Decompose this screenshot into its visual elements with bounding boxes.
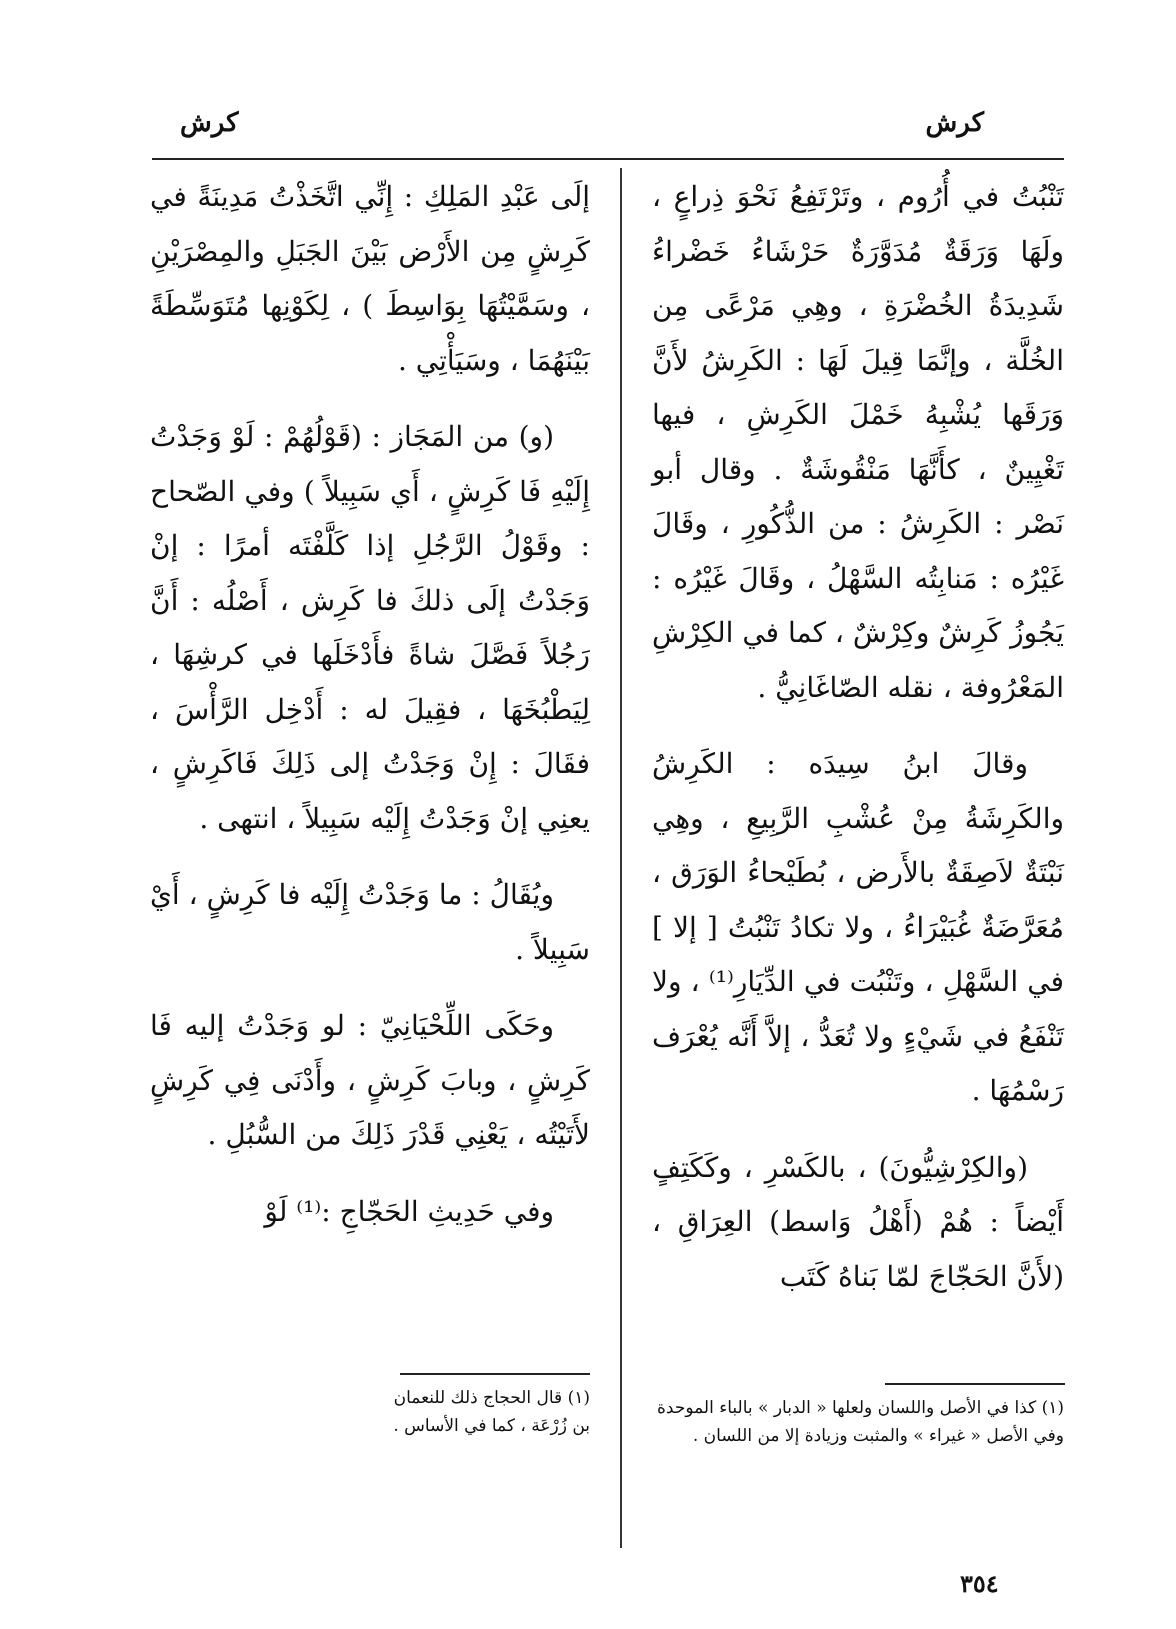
footnote-rule-right bbox=[885, 1383, 1065, 1385]
running-header-right: كرش bbox=[925, 108, 984, 138]
left-column bbox=[150, 170, 590, 1261]
footnote-rule-left bbox=[400, 1373, 590, 1375]
right-column bbox=[652, 170, 1064, 1326]
left-paragraph-2: (و) من المَجَاز : (قَوْلُهُمْ : لَوْ وَجَدْتُ إِلَيْهِ فَا كَرِشٍ ، أَي سَبِيلاً ) وفي الصّحاح : وقَوْلُ الرَّجُلِ إذا كَلَّفْتَه أمرًا : إنْ وَجَدْتُ إلَى ذلكَ فا كَرِش ، أَصْلُه : أَنَّ رَجُلاً فَصَّلَ شاةً فأَدْخَلَها في كرشِهَا ، لِيَطْبُخَهَا ، فقِيلَ له : أَدْخِل الرَّأْسَ ، فقَالَ : إِنْ وَجَدْتُ إلى ذَلِكَ فَاكَرِشٍ ، يعنِي إنْ وَجَدْتُ إِلَيْه سَبِيلاً ، انتهى . bbox=[150, 420, 590, 835]
running-header-left: كرش bbox=[180, 108, 239, 138]
right-paragraph-3: (والكِرْشِيُّونَ) ، بالكَسْرِ ، وكَكَتِفٍ أَيْضاً : هُمْ (أَهْلُ وَاسط) العِرَاقِ ، (لأَنَّ الحَجّاجَ لمّا بَناهُ كَتَب bbox=[652, 1150, 1064, 1293]
column-divider bbox=[620, 168, 622, 1548]
left-paragraph-5: وفي حَدِيثِ الحَجّاجِ :⁽¹⁾ لَوْ bbox=[264, 1194, 554, 1228]
footnote-left: (١) قال الحجاج ذلك للنعمان بن زُرْعَة ، كما في الأساس . bbox=[393, 1388, 590, 1436]
left-paragraph-3: ويُقَالُ : ما وَجَدْتُ إِلَيْه فا كَرِشٍ ، أَيْ سَبِيلاً . bbox=[150, 878, 590, 966]
footnote-right: (١) كذا في الأصل واللسان ولعلها « الدبار » بالباء الموحدة وفي الأصل « غيراء » والمثبت وزيادة إلا من اللسان . bbox=[656, 1398, 1064, 1446]
right-paragraph-2: وقالَ ابنُ سِيدَه : الكَرِشُ والكَرِشَةُ مِنْ عُشْبِ الرَّبِيعِ ، وهِي نَبْتَةٌ لاَصِقَةٌ بالأَرض ، بُطَيْحاءُ الوَرَق ، مُعَرَّضَةٌ غُبَيْرَاءُ ، ولا تكادُ تَنْبُتُ [ إلا ] في السَّهْلِ ، وتَنْبُت في الدِّيَارِ⁽¹⁾ ، ولا تَنْفَعُ في شَيْءٍ ولا تُعَدُّ ، إلاَّ أَنَّه يُعْرَف رَسْمُهَا . bbox=[652, 747, 1064, 1107]
page-number: ٣٥٤ bbox=[960, 1569, 999, 1598]
right-paragraph-1: تَنْبُتُ في أُرُوم ، وتَرْتَفِعُ نَحْوَ ذِراعٍ ، ولَهَا وَرَقَةٌ مُدَوَّرَةٌ حَرْشَاءُ خَضْراءُ شَدِيدَةُ الخُضْرَةِ ، وهِي مَرْعًى مِن الخُلَّة ، وإنَّمَا قِيلَ لَهَا : الكَرِشُ لأَنَّ وَرَقَها يُشْبِهُ خَمْلَ الكَرِشِ ، فيها تَغْيِينٌ ، كأَنَّهَا مَنْقُوشَةٌ . وقال أبو نَصْر : الكَرِشُ : من الذُّكُورِ ، وقَالَ غَيْرُه : مَنابِتُه السَّهْلُ ، وقَالَ غَيْرُه : يَجُوزُ كَرِشٌ وكِرْشٌ ، كما في الكِرْشِ المَعْرُوفة ، نقله الصّاغَانِيُّ . bbox=[652, 180, 1064, 704]
header-rule bbox=[152, 158, 1064, 160]
left-paragraph-4: وحَكَى اللِّحْيَانِيّ : لو وَجَدْتُ إليه فَا كَرِشٍ ، وبابَ كَرِشٍ ، وأَدْنَى فِي كَرِشٍ لأَتَيْتُه ، يَعْنِي قَدْرَ ذَلِكَ من السُّبُلِ . bbox=[150, 1009, 590, 1151]
left-paragraph-1: إلَى عَبْدِ المَلِكِ : إِنِّي اتَّخَذْتُ مَدِينَةً في كَرِشٍ مِن الأَرْض بَيْنَ الجَبَلِ والمِصْرَيْنِ ، وسَمَّيْتُهَا بِوَاسِطَ ) ، لِكَوْنِها مُتَوَسِّطَةً بَيْنَهُمَا ، وسَيَأْتِي . bbox=[150, 180, 590, 377]
